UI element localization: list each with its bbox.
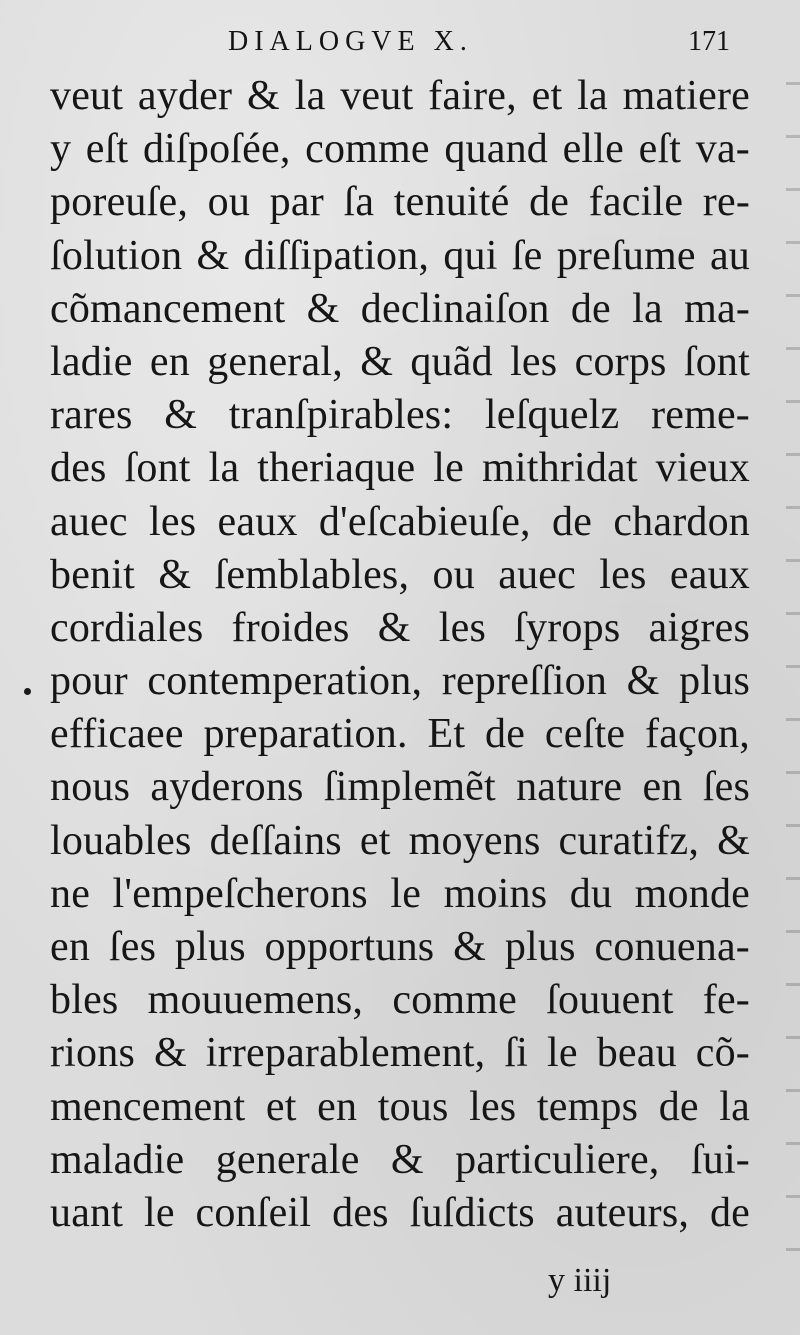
text-line: efficaee preparation. Et de ceſte façon, <box>50 711 750 758</box>
text-line: louables deſſains et moyens curatifz, & <box>50 817 750 864</box>
page-edge-shadow <box>786 60 800 1260</box>
text-line: auec les eaux d'eſcabieuſe, de chardon <box>50 498 750 545</box>
text-line: bles mouuemens, comme ſouuent fe- <box>50 977 750 1024</box>
text-line: rions & irreparablement, ſi le beau cõ- <box>50 1030 750 1077</box>
running-head <box>0 26 800 62</box>
running-head-title: DIALOGVE X. <box>228 26 473 57</box>
text-line: uant le conſeil des ſuſdicts auteurs, de <box>50 1189 750 1236</box>
text-line: cordiales froides & les ſyrops aigres <box>50 604 750 651</box>
page-number: 171 <box>688 26 730 57</box>
text-line: rares & tranſpirables: leſquelz reme- <box>50 392 750 439</box>
text-line: veut ayder & la veut faire, et la matiere <box>50 73 750 119</box>
text-line: ne l'empeſcherons le moins du monde <box>50 870 750 917</box>
text-line: en ſes plus opportuns & plus conuena- <box>50 924 750 970</box>
text-line: y eſt diſpoſée, comme quand elle eſt va- <box>50 126 750 173</box>
margin-mark <box>24 688 31 695</box>
text-line: poreuſe, ou par ſa tenuité de facile re- <box>50 179 750 226</box>
text-line: nous ayderons ſimplemẽt nature en ſes <box>50 764 750 811</box>
text-line: maladie generale & particuliere, ſui- <box>50 1136 750 1183</box>
text-line: ladie en general, & quãd les corps ſont <box>50 338 750 385</box>
signature-mark: y iiij <box>548 1262 612 1299</box>
text-line: mencement et en tous les temps de la <box>50 1083 750 1130</box>
body-text <box>50 70 750 1240</box>
text-line: pour contemperation, repreſſion & plus <box>50 658 750 705</box>
text-line: cõmancement & declinaiſon de la ma- <box>50 285 750 332</box>
text-line: benit & ſemblables, ou auec les eaux <box>50 551 750 598</box>
text-line: des ſont la theriaque le mithridat vieux <box>50 445 750 492</box>
text-line: ſolution & diſſipation, qui ſe preſume au <box>50 232 750 279</box>
